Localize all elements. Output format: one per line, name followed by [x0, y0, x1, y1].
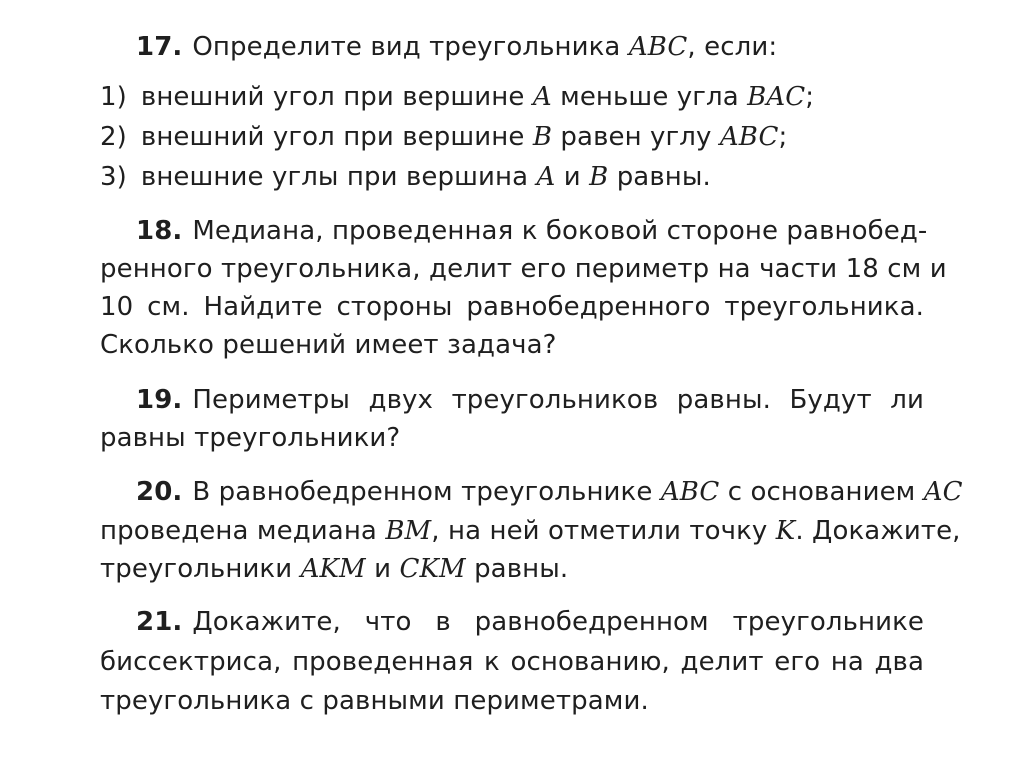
- problem-number: 19.: [136, 385, 183, 415]
- problem-18-line-3: 10 см. Найдите стороны равнобедренного треугольника.: [100, 292, 924, 322]
- problem-20-line-1: 20. В равнобедренном треугольнике ABC с основанием AC: [136, 477, 963, 507]
- problem-17-line-1: 17. Определите вид треугольника ABC, если:: [136, 32, 778, 62]
- problem-18-line-1: 18. Медиана, проведенная к боковой стороне равнобед-: [136, 216, 928, 246]
- problem-21-line-1: 21. Докажите, что в равнобедренном треугольнике: [136, 607, 924, 637]
- problem-19-line-1: 19. Периметры двух треугольников равны. Будут ли: [136, 385, 924, 415]
- problem-19-line-2: равны треугольники?: [100, 423, 401, 453]
- problem-20-line-3: треугольники AKM и CKM равны.: [100, 554, 569, 584]
- problem-20-line-2: проведена медиана BM, на ней отметили точку K. Докажите,: [100, 516, 961, 546]
- problem-number: 20.: [136, 477, 183, 507]
- problem-number: 17.: [136, 32, 183, 62]
- problem-number: 21.: [136, 607, 183, 637]
- problem-17-item-3: 3) внешние углы при вершина A и B равны.: [100, 162, 711, 192]
- problem-18-line-4: Сколько решений имеет задача?: [100, 330, 557, 360]
- problem-21-line-3: треугольника с равными периметрами.: [100, 686, 649, 716]
- problem-number: 18.: [136, 216, 183, 246]
- problem-17-item-2: 2) внешний угол при вершине B равен углу ABC;: [100, 122, 788, 152]
- problem-17-item-1: 1) внешний угол при вершине A меньше угла BAC;: [100, 82, 815, 112]
- problem-21-line-2: биссектриса, проведенная к основанию, делит его на два: [100, 647, 924, 677]
- problem-18-line-2: ренного треугольника, делит его периметр на части 18 см и: [100, 254, 947, 284]
